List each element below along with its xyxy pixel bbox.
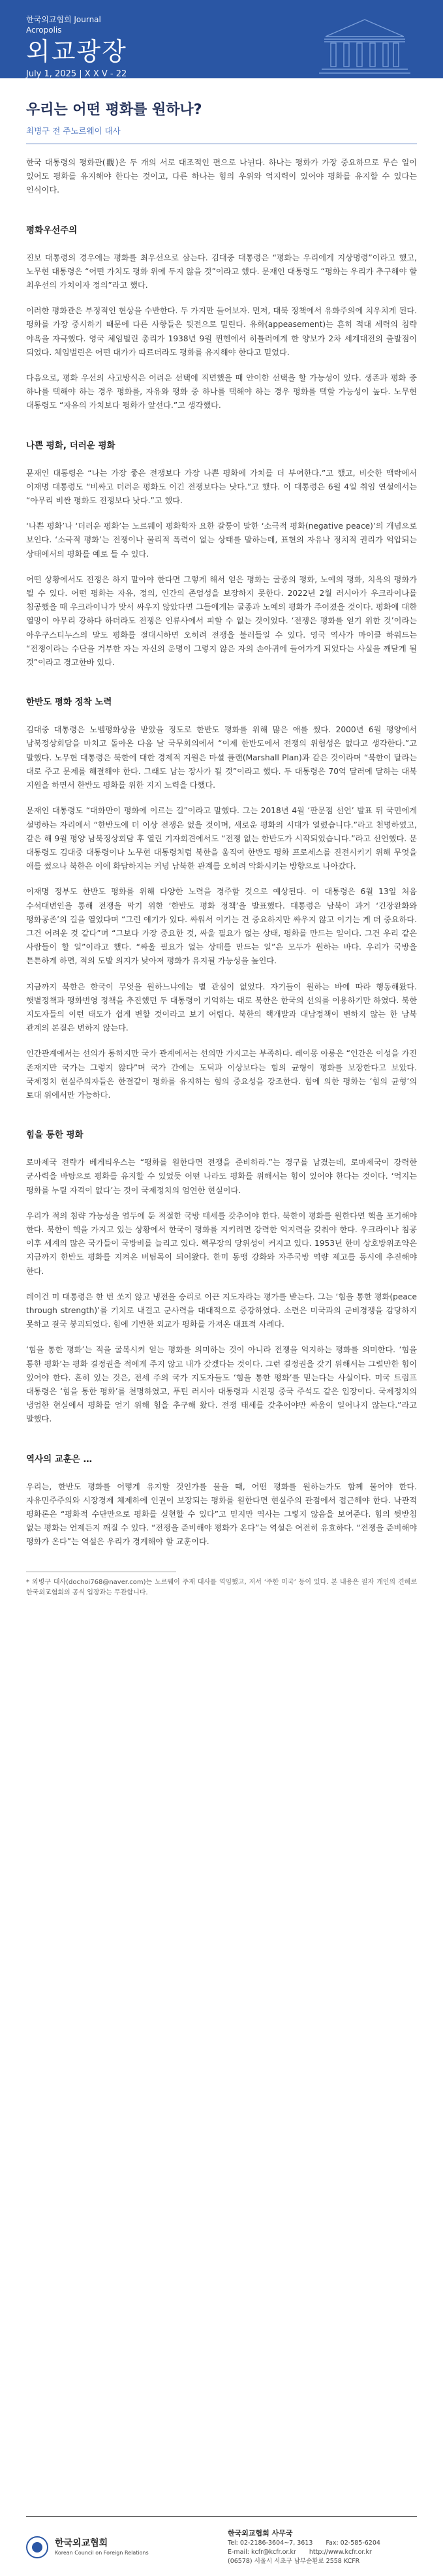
section-paragraph: 어떤 상황에서도 전쟁은 하지 말아야 한다면 그렇게 해서 얻은 평화는 굴종의 평화, 노예의 평화, 치욕의 평화가 될 수 있다. 어떤 평화는 자유, 정의, 인간의 존엄성을 보장하지 못한다. 2022년 2월 러시아가 우크라이나를 침공했을 때 우크라이나가 맞서 싸우지 않았다면 그들에게는 굴종과 노예의 평화가 주어졌을 것이다. 평화에 대한 열망이 아무리 강하다 하더라도 전쟁은 인류사에서 피할 수 없는 것이었다. ‘전쟁은 평화를 얻기 위한 것’이라는 아우구스티누스의 말도 평화를 절대시하면 오히려 전쟁을 불러들일 수 있다. 영국 역사가 마이클 하워드는 “전쟁이라는 수단을 거부한 자는 자신의 운명이 그렇지 않은 자의 손아귀에 들어가게 되었다는 사실을 깨닫게 될 것”이라고 경고한바 있다.	[26, 574, 417, 668]
journal-name: 한국외교협회 Journal	[26, 15, 101, 24]
section-paragraph: 우리는, 한반도 평화를 어떻게 유지할 것인가를 물을 때, 어떤 평화를 원하는가도 함께 물어야 한다. 자유민주주의와 시장경제 체제하에 인권이 보장되는 평화를 원한다면 현실주의 관점에서 접근해야 한다. 낙관적 평화론은 “평화적 수단만으로 평화를 실현할 수 있다”고 믿지만 역사는 그렇지 않음을 보여준다. 힘의 뒷받침 없는 평화는 언제든지 깨질 수 있다. “전쟁을 준비해야 평화가 온다”는 역설은 여전히 유효하다. “전쟁을 준비해야 평화가 온다”는 역설은 우리가 경계해야 할 교훈이다.	[26, 1482, 417, 1547]
kcfr-logo-icon	[26, 2536, 48, 2558]
journal-subname: Acropolis	[26, 25, 62, 35]
section-heading: 한반도 평화 정착 노력	[26, 697, 112, 708]
section-paragraph: 문재인 대통령은 “나는 가장 좋은 전쟁보다 가장 나쁜 평화에 가치를 더 부여한다.”고 했고, 비슷한 맥락에서 이재명 대통령도 “비싸고 더러운 평화도 이긴 전쟁보다는 낫다.”고 했다. 이 대통령은 6월 4일 취임 연설에서는 “아무리 비싼 평화도 전쟁보다 낫다.”고 했다.	[26, 468, 417, 506]
section-paragraph: 다음으로, 평화 우선의 사고방식은 어려운 선택에 직면했을 때 안이한 선택을 할 가능성이 있다. 생존과 평화 중 하나를 택해야 하는 경우 평화를, 자유와 평화 중 하나를 택해야 하는 경우 평화를 택할 가능성이 높다. 노무현 대통령도 “자유의 가치보다 평화가 앞선다.”고 생각했다.	[26, 373, 417, 411]
contact-tel: Tel: 02-2186-3604~7, 3613	[228, 2539, 313, 2547]
section-paragraph: 로마제국 전략가 베게티우스는 “평화를 원한다면 전쟁을 준비하라.”는 경구를 남겼는데, 로마제국이 강력한 군사력을 바탕으로 평화를 유지할 수 있었듯 어떤 나라도 평화를 위해서는 힘이 있어야 한다는 것이다. ‘억지는 평화를 누릴 자격이 없다’는 것이 국제정치의 엄연한 현실이다.	[26, 1158, 417, 1195]
intro-paragraph: 한국 대통령의 평화관(觀)은 두 개의 서로 대조적인 편으로 나뉜다. 하나는 평화가 가장 중요하므로 무슨 일이 있어도 평화를 유지해야 한다는 것이고, 다른 하나는 힘의 우위와 억지력이 있어야 평화를 유지할 수 있다는 인식이다.	[26, 158, 417, 195]
footer	[0, 2516, 443, 2576]
issue-line: July 1, 2025 | X X V - 22	[26, 69, 127, 79]
footnote: * 외병구 대사(dochoi768@naver.com)는 노르웨이 주재 대사를 역임했고, 저서 ‘주한 미국’ 등이 있다. 본 내용은 필자 개인의 견해로 한국외교협회의 공식 입장과는 무관합니다.	[26, 1578, 417, 1596]
section-paragraph: 인간관계에서는 선의가 통하지만 국가 관계에서는 선의만 가지고는 부족하다. 레이몽 아롱은 “인간은 이성을 가진 존재지만 국가는 그렇지 않다”며 국가 간에는 도덕과 이상보다는 힘의 균형이 평화를 보장한다고 보았다. 국제정치 현실주의자들은 한결같이 평화를 유지하는 힘의 중요성을 강조한다. 힘에 의한 평화는 ‘힘의 균형’의 토대 위에서만 가능하다.	[26, 1049, 417, 1100]
greek-temple-icon	[313, 10, 417, 76]
section-paragraph: 김대중 대통령은 노벨평화상을 받았을 정도로 한반도 평화를 위해 많은 애를 썼다. 2000년 6월 평양에서 남북정상회담을 마치고 돌아온 다음 날 국무회의에서 “이제 한반도에서 전쟁의 위험성은 없다고 생각한다.”고 말했다. 노무현 대통령은 북한에 대한 경제적 지원은 마셜 플랜(Marshall Plan)과 같은 것이라며 “북한이 달라는 대로 주고 문제를 해결해야 한다. 그래도 남는 장사가 될 것”이라고 했다. 두 대통령은 70억 달러에 달하는 대북 지원을 하면서 한반도 평화를 위한 지지 노력을 다했다.	[26, 725, 417, 790]
article-author: 최병구 전 주노르웨이 대사	[26, 126, 121, 136]
section-paragraph: 문재인 대통령도 “대화만이 평화에 이르는 길”이라고 말했다. 그는 2018년 4월 ‘판문점 선언’ 발표 뒤 국민에게 설명하는 자리에서 “한반도에 더 이상 전쟁은 없을 것이며, 새로운 평화의 시대가 열렸습니다.”라고 천명하였고, 같은 해 9월 평양 남북정상회담 후 열린 기자회견에서도 “전쟁 없는 한반도가 시작되었습니다.”라고 선언했다. 문 대통령도 김대중 대통령이나 노무현 대통령처럼 북한을 움직여 한반도 평화 프로세스를 진전시키기 위해 무엇을 애를 썼으나 북한은 이에 화답하지는 커녕 남북한 관계를 오히려 악화시키는 방향으로 나아갔다.	[26, 806, 417, 871]
brand-title: 외교광장	[26, 37, 127, 66]
section-paragraph: 레이건 미 대통령은 한 번 쏘지 않고 냉전을 승리로 이끈 지도자라는 평가를 받는다. 그는 ‘힘을 통한 평화(peace through strength)’를 기치로 내걸고 군사력을 대대적으로 증강하였다. 소련은 미국과의 군비경쟁을 감당하지 못하고 결국 붕괴되었다. 힘에 기반한 외교가 평화를 가져온 대표적 사례다.	[26, 1292, 417, 1329]
section-heading: 힘을 통한 평화	[26, 1130, 84, 1141]
section-paragraph: ‘힘을 통한 평화’는 적을 굴복시켜 얻는 평화를 의미하는 것이 아니라 전쟁을 억지하는 평화를 의미한다. ‘힘을 통한 평화’는 평화 결정권을 적에게 주지 않고 내가 갖겠다는 것이다. 그런 결정권을 갖기 위해서는 그럴만한 힘이 있어야 한다. 흔히 있는 것은, 전세 주의 국가 지도자들도 ‘힘을 통한 평화’를 믿는다는 사실이다. 미국 트럼프 대통령은 ‘힘을 통한 평화’를 천명하였고, 푸틴 러시아 대통령과 시진핑 중국 주석도 같은 입장이다. 국제정치의 냉엄한 현실에서 평화를 얻기 위해 힘을 추구해 왔다. 전쟁 태세를 갖추어야만 싸움이 일어나지 않는다.”라고 말했다.	[26, 1345, 417, 1424]
contact-website[interactable]: http://www.kcfr.or.kr	[309, 2549, 372, 2556]
contact-email[interactable]: E-mail: kcfr@kcfr.or.kr	[228, 2549, 296, 2556]
section-heading: 역사의 교훈은 …	[26, 1453, 93, 1465]
section-heading: 평화우선주의	[26, 225, 78, 236]
article	[0, 101, 443, 1598]
section-paragraph: 진보 대통령의 경우에는 평화를 최우선으로 삼는다. 김대중 대통령은 “평화는 우리에게 지상명령”이라고 했고, 노무현 대통령은 “어떤 가치도 평화 위에 두지 않을 것”이라고 했다. 문재인 대통령도 “평화는 우리가 추구해야 할 최우선의 가치이자 정의”라고 했다.	[26, 253, 417, 290]
contact-address: (06578) 서울시 서초구 남부순환로 2558 KCFR	[228, 2558, 360, 2565]
contact-org: 한국외교협회 사무국	[228, 2529, 293, 2537]
section-paragraph: 이러한 평화관은 부정적인 현상을 수반한다. 두 가지만 들어보자. 먼저, 대북 정책에서 유화주의에 치우치게 된다. 평화를 가장 중시하기 때문에 다른 사항들은 뒷전으로 밀린다. 유화(appeasement)는 흔히 적대 세력의 침략 야욕을 자극했다. 영국 체임벌린 총리가 1938년 9월 뮌헨에서 히틀러에게 한 양보가 2차 세계대전의 출발점이 되었다. 체임벌린은 어떤 대가가 따르더라도 평화를 유지해야 한다고 믿었다.	[26, 306, 417, 357]
section-paragraph: 지금까지 북한은 한국이 무엇을 원하느냐에는 별 관심이 없었다. 자기들이 원하는 바에 따라 행동해왔다. 햇볕정책과 평화번영 정책을 추진했던 두 대통령이 기억하는 대로 북한은 한국의 선의를 이용하기만 하였다. 북한 지도자들의 이런 태도가 쉽게 변할 것이라고 보기 어렵다. 북한의 핵개발과 대남정책이 변하지 않는 한 남북 관계의 본질은 변하지 않는다.	[26, 982, 417, 1033]
section-paragraph: ‘나쁜 평화’나 ‘더러운 평화’는 노르웨이 평화학자 요한 갈퉁이 말한 ‘소극적 평화(negative peace)’의 개념으로 보인다. ‘소극적 평화’는 전쟁이나 물리적 폭력이 없는 상태를 말하는데, 표현의 자유나 정치적 권리가 억압되는 상태에서의 평화를 예로 들 수 있다.	[26, 521, 417, 559]
section-paragraph: 이재명 정부도 한반도 평화를 위해 다양한 노력을 경주할 것으로 예상된다. 이 대통령은 6월 13일 처음 수석대변인을 통해 전쟁을 막기 위한 ‘한반도 평화 정책’을 발표했다. 대통령은 남북이 과거 ‘긴장완화와 평화공존’의 길을 열었다며 “그런 얘기가 있다. 싸워서 이기는 건 중요하지만 싸우지 않고 이기는 게 더 중요하다. 그건 어려운 것 같다”며 “그보다 가장 중요한 것, 싸울 필요가 없는 상태, 평화를 만드는 일이다. 그건 우리 같은 사람들이 할 일”이라고 했다. “싸울 필요가 없는 상태를 만드는 일”은 모두가 원하는 바다. 우리가 국방을 튼튼하게 하면, 적의 도발 의지가 낮아져 평화가 유지될 가능성을 높인다.	[26, 887, 417, 966]
footer-contact	[228, 2528, 417, 2566]
footer-org-en: Korean Council on Foreign Relations	[55, 2550, 149, 2556]
contact-fax: Fax: 02-585-6204	[326, 2539, 380, 2547]
article-title: 우리는 어떤 평화를 원하나?	[26, 102, 202, 118]
header-banner	[0, 0, 443, 78]
section-heading: 나쁜 평화, 더러운 평화	[26, 440, 115, 451]
footer-org-kr: 한국외교협회	[55, 2538, 108, 2549]
footer-logo	[55, 2537, 149, 2557]
section-paragraph: 우리가 적의 침략 가능성을 염두에 둔 적절한 국방 태세를 갖추어야 한다. 북한이 평화를 원한다면 핵을 포기해야 한다. 북한이 핵을 가지고 있는 상황에서 한국이 평화를 지키려면 강력한 억지력을 갖춰야 한다. 우크라이나 침공 이후 세계의 많은 국가들이 국방비를 늘리고 있다. 핵무장의 당위성이 커지고 있다. 1953년 한미 상호방위조약은 지금까지 한반도 평화를 지켜온 버팀목이 되어왔다. 한미 동맹 강화와 자주국방 역량 제고를 동시에 추진해야 한다.	[26, 1211, 417, 1276]
